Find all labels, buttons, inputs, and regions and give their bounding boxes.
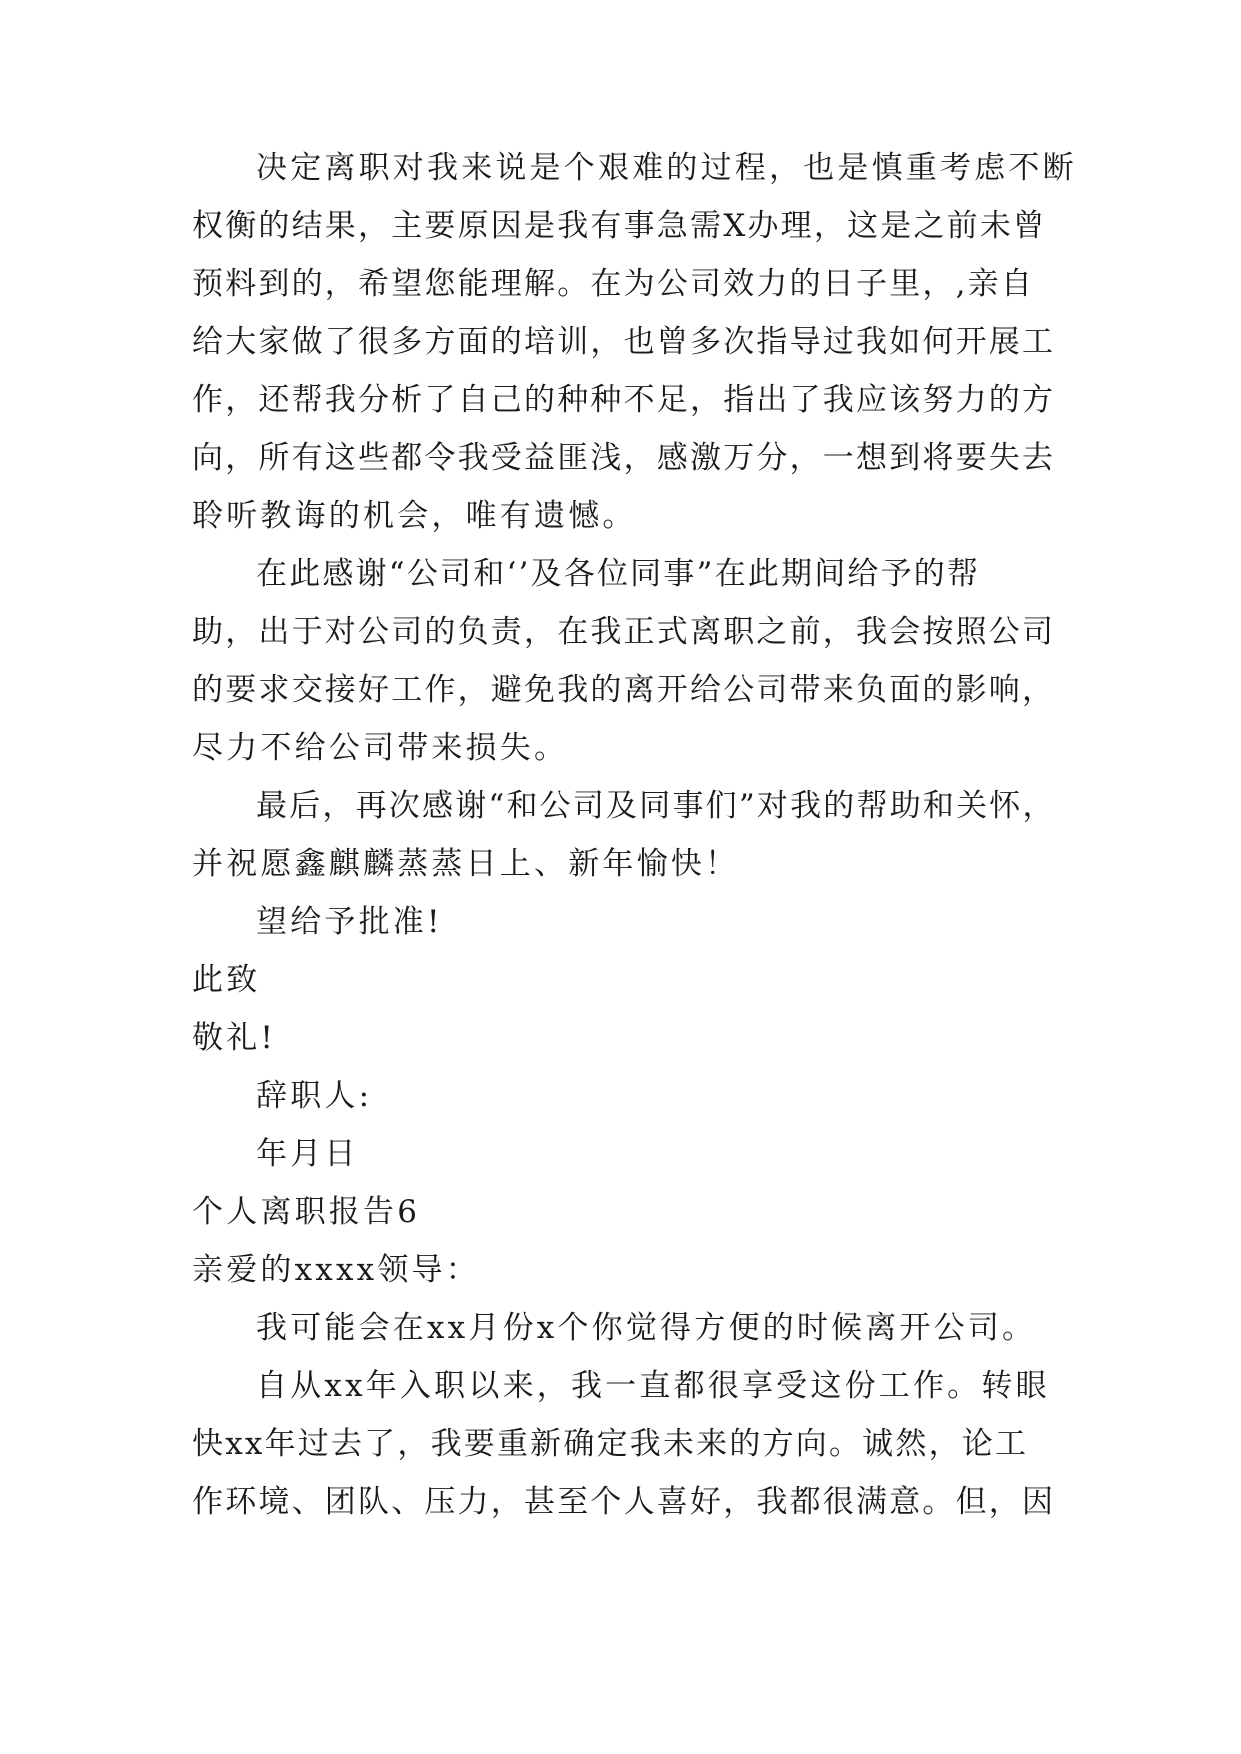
paragraph-line: 预料到的，希望您能理解。在为公司效力的日子里，,亲自 bbox=[192, 266, 1035, 302]
paragraph-line: 作环境、团队、压力，甚至个人喜好，我都很满意。但，因 bbox=[192, 1484, 1056, 1520]
closing-jingli: 敬礼! bbox=[192, 1020, 277, 1056]
paragraph-line: 给大家做了很多方面的培训，也曾多次指导过我如何开展工 bbox=[192, 324, 1056, 360]
paragraph-line: 在此感谢“公司和‘’及各位同事”在此期间给予的帮 bbox=[256, 556, 981, 592]
paragraph-line: 最后，再次感谢“和公司及同事们”对我的帮助和关怀， bbox=[256, 788, 1056, 824]
salutation: 亲爱的xxxx领导： bbox=[192, 1252, 480, 1288]
paragraph-line: 作，还帮我分析了自己的种种不足，指出了我应该努力的方 bbox=[192, 382, 1056, 418]
paragraph-line: 自从xx年入职以来，我一直都很享受这份工作。转眼 bbox=[256, 1368, 1050, 1404]
paragraph-line: 我可能会在xx月份x个你觉得方便的时候离开公司。 bbox=[256, 1310, 1037, 1346]
section-title: 个人离职报告6 bbox=[192, 1194, 421, 1230]
signature-date: 年月日 bbox=[256, 1136, 359, 1172]
paragraph-line: 助，出于对公司的负责，在我正式离职之前，我会按照公司 bbox=[192, 614, 1056, 650]
paragraph-line: 向，所有这些都令我受益匪浅，感激万分，一想到将要失去 bbox=[192, 440, 1056, 476]
paragraph-line: 的要求交接好工作，避免我的离开给公司带来负面的影响， bbox=[192, 672, 1056, 708]
paragraph-line: 权衡的结果，主要原因是我有事急需X办理，这是之前未曾 bbox=[192, 208, 1047, 244]
closing-cizhi: 此致 bbox=[192, 962, 261, 998]
paragraph-line: 尽力不给公司带来损失。 bbox=[192, 730, 569, 766]
paragraph-line: 聆听教诲的机会，唯有遗憾。 bbox=[192, 498, 637, 534]
signature-resigner: 辞职人: bbox=[256, 1078, 373, 1114]
paragraph-line: 并祝愿鑫麒麟蒸蒸日上、新年愉快！ bbox=[192, 846, 740, 882]
request-line: 望给予批准! bbox=[256, 904, 443, 940]
paragraph-line: 快xx年过去了，我要重新确定我未来的方向。诚然，论工 bbox=[192, 1426, 1029, 1462]
paragraph-line: 决定离职对我来说是个艰难的过程，也是慎重考虑不断 bbox=[256, 150, 1077, 186]
